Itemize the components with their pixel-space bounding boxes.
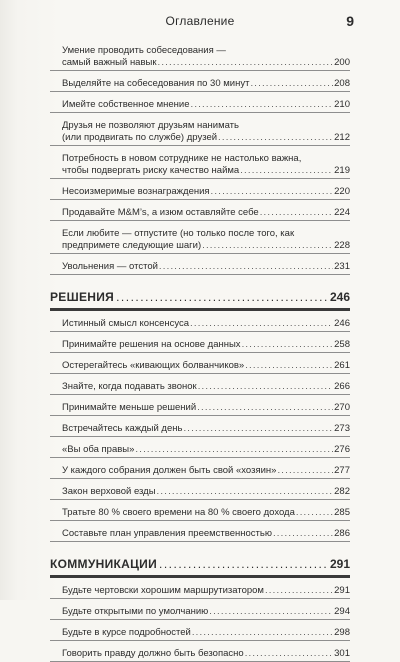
toc-entry-text-line: Друзья не позволяют друзьям нанимать (62, 120, 239, 131)
section-title: РЕШЕНИЯ (50, 290, 115, 304)
toc-entry-page: 210 (334, 99, 350, 110)
page-number: 9 (346, 13, 354, 29)
running-header (0, 14, 400, 34)
toc-entry-text: предпримете следующие шаги) (62, 240, 202, 251)
toc-entry (50, 578, 350, 599)
dot-leader (218, 132, 333, 144)
dot-leader (190, 318, 333, 330)
section-heading-communications (50, 556, 350, 578)
dot-leader (245, 648, 333, 660)
dot-leader (260, 207, 333, 219)
toc-entry (50, 113, 350, 146)
toc-entry-page: 261 (334, 360, 350, 371)
dot-leader (192, 627, 333, 639)
toc-entry-text: Встречайтесь каждый день (62, 423, 183, 434)
toc-entry (50, 71, 350, 92)
toc-entry-text: Остерегайтесь «кивающих болванчиков» (62, 360, 245, 371)
toc-entry-page: 291 (334, 585, 350, 596)
toc-entry (50, 92, 350, 113)
toc-entry-page: 286 (334, 528, 350, 539)
toc-entry-text: Составьте план управления преемственностью (62, 528, 272, 539)
toc-entry (50, 437, 350, 458)
toc-entry-page: 276 (334, 444, 350, 455)
toc-entry (50, 311, 350, 332)
toc-entry-page: 224 (334, 207, 350, 218)
dot-leader (202, 240, 333, 252)
toc-entry (50, 146, 350, 179)
toc-entry-text: Знайте, когда подавать звонок (62, 381, 197, 392)
section-heading-decisions (50, 289, 350, 311)
toc-entry (50, 38, 350, 71)
toc-entry-text-line: Потребность в новом сотруднике не настолько важна, (62, 153, 302, 164)
dot-leader (273, 528, 333, 540)
toc-entry-page: 301 (334, 648, 350, 659)
toc-entry-text: Выделяйте на собеседования по 30 минут (62, 78, 250, 89)
dot-leader (277, 465, 333, 477)
toc-entry-page: 220 (334, 186, 350, 197)
dot-leader (135, 444, 333, 456)
toc-entry-page: 219 (334, 165, 350, 176)
toc-entry-text: Тратьте 80 % своего времени на 80 % своего дохода (62, 507, 295, 518)
toc-entry-page: 208 (334, 78, 350, 89)
dot-leader (296, 507, 333, 519)
section-title: КОММУНИКАЦИИ (50, 557, 158, 571)
toc-entry-text: Увольнения — отстой (62, 261, 158, 272)
dot-leader (191, 99, 334, 111)
section-entries-decisions (50, 311, 350, 542)
toc-entry-text: Будьте в курсе подробностей (62, 627, 191, 638)
toc-entry-page: 294 (334, 606, 350, 617)
toc-entry-page: 273 (334, 423, 350, 434)
toc-entry (50, 374, 350, 395)
dot-leader (240, 165, 333, 177)
section-page: 246 (329, 290, 350, 304)
dot-leader (265, 585, 333, 597)
toc-entry-page: 282 (334, 486, 350, 497)
dot-leader (245, 360, 333, 372)
toc-entry (50, 395, 350, 416)
toc-entry-text: Истинный смысл консенсуса (62, 318, 190, 329)
toc-entry-text: «Вы оба правы» (62, 444, 135, 455)
toc-entry (50, 200, 350, 221)
toc-entry (50, 353, 350, 374)
toc-entry-page: 258 (334, 339, 350, 350)
toc-entry-page: 200 (334, 57, 350, 68)
toc-entry-text-line: Если любите — отпустите (но только после того, как (62, 228, 295, 239)
toc-entry-text: (или продвигать по службе) друзей (62, 132, 218, 143)
toc-entry (50, 254, 350, 275)
toc-entry-text: Будьте открытыми по умолчанию (62, 606, 209, 617)
toc-entry-page: 298 (334, 627, 350, 638)
toc-entry (50, 332, 350, 353)
toc-entry-page: 270 (334, 402, 350, 413)
section-entries-communications (50, 578, 350, 662)
toc-entry (50, 500, 350, 521)
section-page: 291 (329, 557, 350, 571)
toc-entry-text: самый важный навык (62, 57, 157, 68)
toc-entry-page: 231 (334, 261, 350, 272)
dot-leader (211, 186, 334, 198)
toc-entry-page: 266 (334, 381, 350, 392)
dot-leader (158, 57, 334, 69)
toc-entry (50, 599, 350, 620)
toc-entry (50, 221, 350, 254)
toc-entry-page: 246 (334, 318, 350, 329)
dot-leader (250, 78, 333, 90)
toc-entry-text: Говорить правду должно быть безопасно (62, 648, 244, 659)
toc-entry-page: 228 (334, 240, 350, 251)
toc-entry-text: У каждого собрания должен быть свой «хозяин» (62, 465, 277, 476)
toc-entry-text: Будьте чертовски хорошим маршрутизатором (62, 585, 264, 596)
toc-entry-text: Принимайте решения на основе данных (62, 339, 241, 350)
dot-leader (197, 402, 333, 414)
toc-entry-page: 212 (334, 132, 350, 143)
toc-entry (50, 458, 350, 479)
table-of-contents (50, 38, 350, 662)
toc-entry (50, 416, 350, 437)
dot-leader (159, 261, 333, 273)
toc-entry-text: Несоизмеримые вознаграждения (62, 186, 210, 197)
toc-entry-text: Закон верховой езды (62, 486, 156, 497)
dot-leader (157, 486, 334, 498)
toc-entry (50, 620, 350, 641)
toc-entry-text: Принимайте меньше решений (62, 402, 197, 413)
toc-entry (50, 521, 350, 542)
header-title: Оглавление (165, 14, 235, 28)
toc-entry-text: Имейте собственное мнение (62, 99, 190, 110)
toc-entry (50, 479, 350, 500)
dot-leader (198, 381, 333, 393)
toc-entry-page: 285 (334, 507, 350, 518)
dot-leader (183, 423, 333, 435)
toc-first-group (50, 38, 350, 275)
toc-entry-text-line: Умение проводить собеседования — (62, 45, 226, 56)
toc-entry (50, 641, 350, 662)
toc-entry-text: чтобы подвергать риску качество найма (62, 165, 240, 176)
toc-entry-text: Продавайте M&M’s, а изюм оставляйте себе (62, 207, 259, 218)
toc-entry (50, 179, 350, 200)
dot-leader (209, 606, 333, 618)
dot-leader (242, 339, 334, 351)
toc-entry-page: 277 (334, 465, 350, 476)
